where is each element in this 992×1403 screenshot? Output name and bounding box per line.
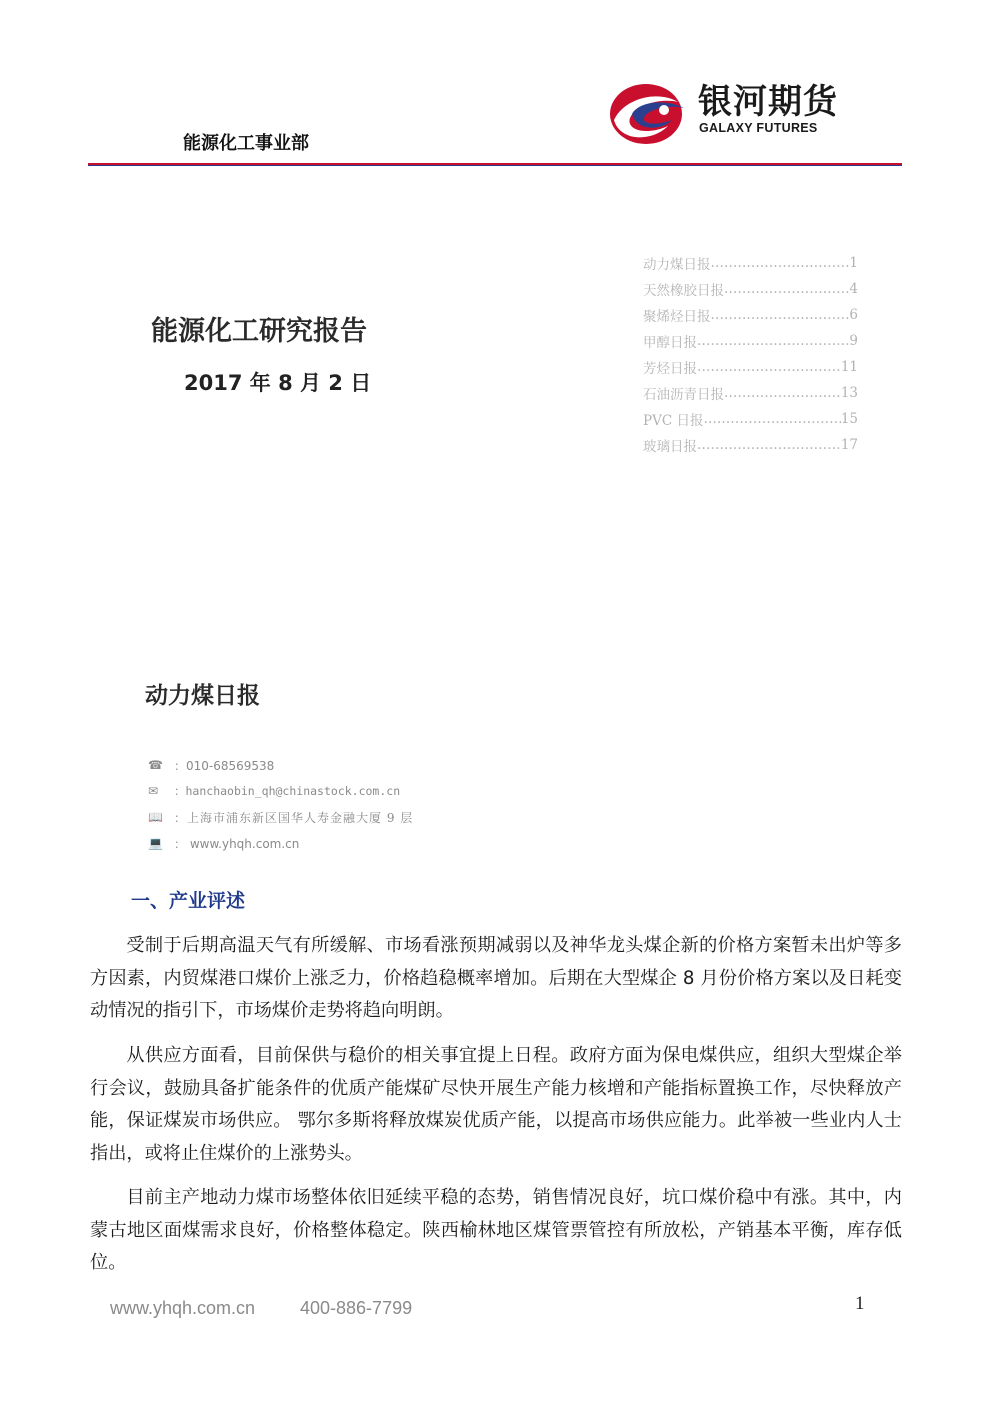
contact-info bbox=[148, 752, 413, 856]
contact-website[interactable]: ： www.yhqh.com.cn bbox=[174, 836, 300, 851]
report-title: 能源化工研究报告 bbox=[151, 316, 367, 347]
contact-phone-row bbox=[148, 752, 413, 778]
brand-name-en: GALAXY FUTURES bbox=[699, 121, 818, 135]
phone-icon: ☎ bbox=[148, 758, 163, 772]
contact-phone: ：010-68569538 bbox=[174, 758, 275, 773]
subheading-industry-review: 一、产业评述 bbox=[131, 890, 246, 912]
toc-item-natural-rubber[interactable]: 天然橡胶日报 ..... 4 bbox=[643, 276, 858, 302]
book-icon: 📖 bbox=[148, 810, 163, 824]
table-of-contents bbox=[643, 250, 858, 458]
toc-item-pvc[interactable]: PVC 日报 ..... 15 bbox=[643, 406, 858, 432]
footer-website[interactable]: www.yhqh.com.cn bbox=[110, 1298, 256, 1318]
toc-item-methanol[interactable]: 甲醇日报 ..... 9 bbox=[643, 328, 858, 354]
report-date: 2017 年 8 月 2 日 bbox=[184, 371, 372, 395]
section-title: 动力煤日报 bbox=[145, 683, 260, 709]
department-label: 能源化工事业部 bbox=[183, 133, 309, 154]
paragraph-2: 从供应方面看，目前保供与稳价的相关事宜提上日程。政府方面为保电煤供应，组织大型煤企举行会议，鼓励具备扩能条件的优质产能煤矿尽快开展生产能力核增和产能指标置换工作，尽快释放产能，保证煤炭市场供应。 鄂尔多斯将释放煤炭优质产能，以提高市场供应能力。此举被一些业内人士指出，或将止住煤价的上涨势头。 bbox=[90, 1045, 902, 1164]
toc-item-aromatics[interactable]: 芳烃日报 ..... 11 bbox=[643, 354, 858, 380]
brand-name-cn: 银河期货 bbox=[698, 82, 838, 122]
toc-item-thermal-coal[interactable]: 动力煤日报 ..... 1 bbox=[643, 250, 858, 276]
toc-item-asphalt[interactable]: 石油沥青日报 ..... 13 bbox=[643, 380, 858, 406]
paragraph-1: 受制于后期高温天气有所缓解、市场看涨预期减弱以及神华龙头煤企新的价格方案暂未出炉等多方因素，内贸煤港口煤价上涨乏力，价格趋稳概率增加。后期在大型煤企 8 月份价格方案以及日耗变动情况的指引下，市场煤价走势将趋向明朗。 bbox=[90, 935, 902, 1021]
paragraph-3: 目前主产地动力煤市场整体依旧延续平稳的态势，销售情况良好，坑口煤价稳中有涨。其中，内蒙古地区面煤需求良好，价格整体稳定。陕西榆林地区煤管票管控有所放松，产销基本平衡，库存低位。 bbox=[90, 1187, 902, 1273]
contact-address: ：上海市浦东新区国华人寿金融大厦 9 层 bbox=[174, 810, 414, 825]
toc-item-polyolefin[interactable]: 聚烯烃日报 ..... 6 bbox=[643, 302, 858, 328]
computer-icon: 💻 bbox=[148, 836, 163, 850]
header-divider-blue bbox=[88, 165, 902, 166]
footer-phone: 400-886-7799 bbox=[300, 1298, 413, 1318]
galaxy-swirl-icon bbox=[606, 80, 692, 148]
mail-icon: ✉ bbox=[148, 784, 159, 798]
galaxy-futures-logo bbox=[606, 80, 846, 148]
contact-email-row bbox=[148, 778, 413, 804]
page-number: 1 bbox=[855, 1293, 865, 1314]
contact-email[interactable]: ：hanchaobin_qh@chinastock.com.cn bbox=[174, 784, 401, 798]
contact-website-row bbox=[148, 830, 413, 856]
toc-item-glass[interactable]: 玻璃日报 ..... 17 bbox=[643, 432, 858, 458]
contact-address-row bbox=[148, 804, 413, 830]
